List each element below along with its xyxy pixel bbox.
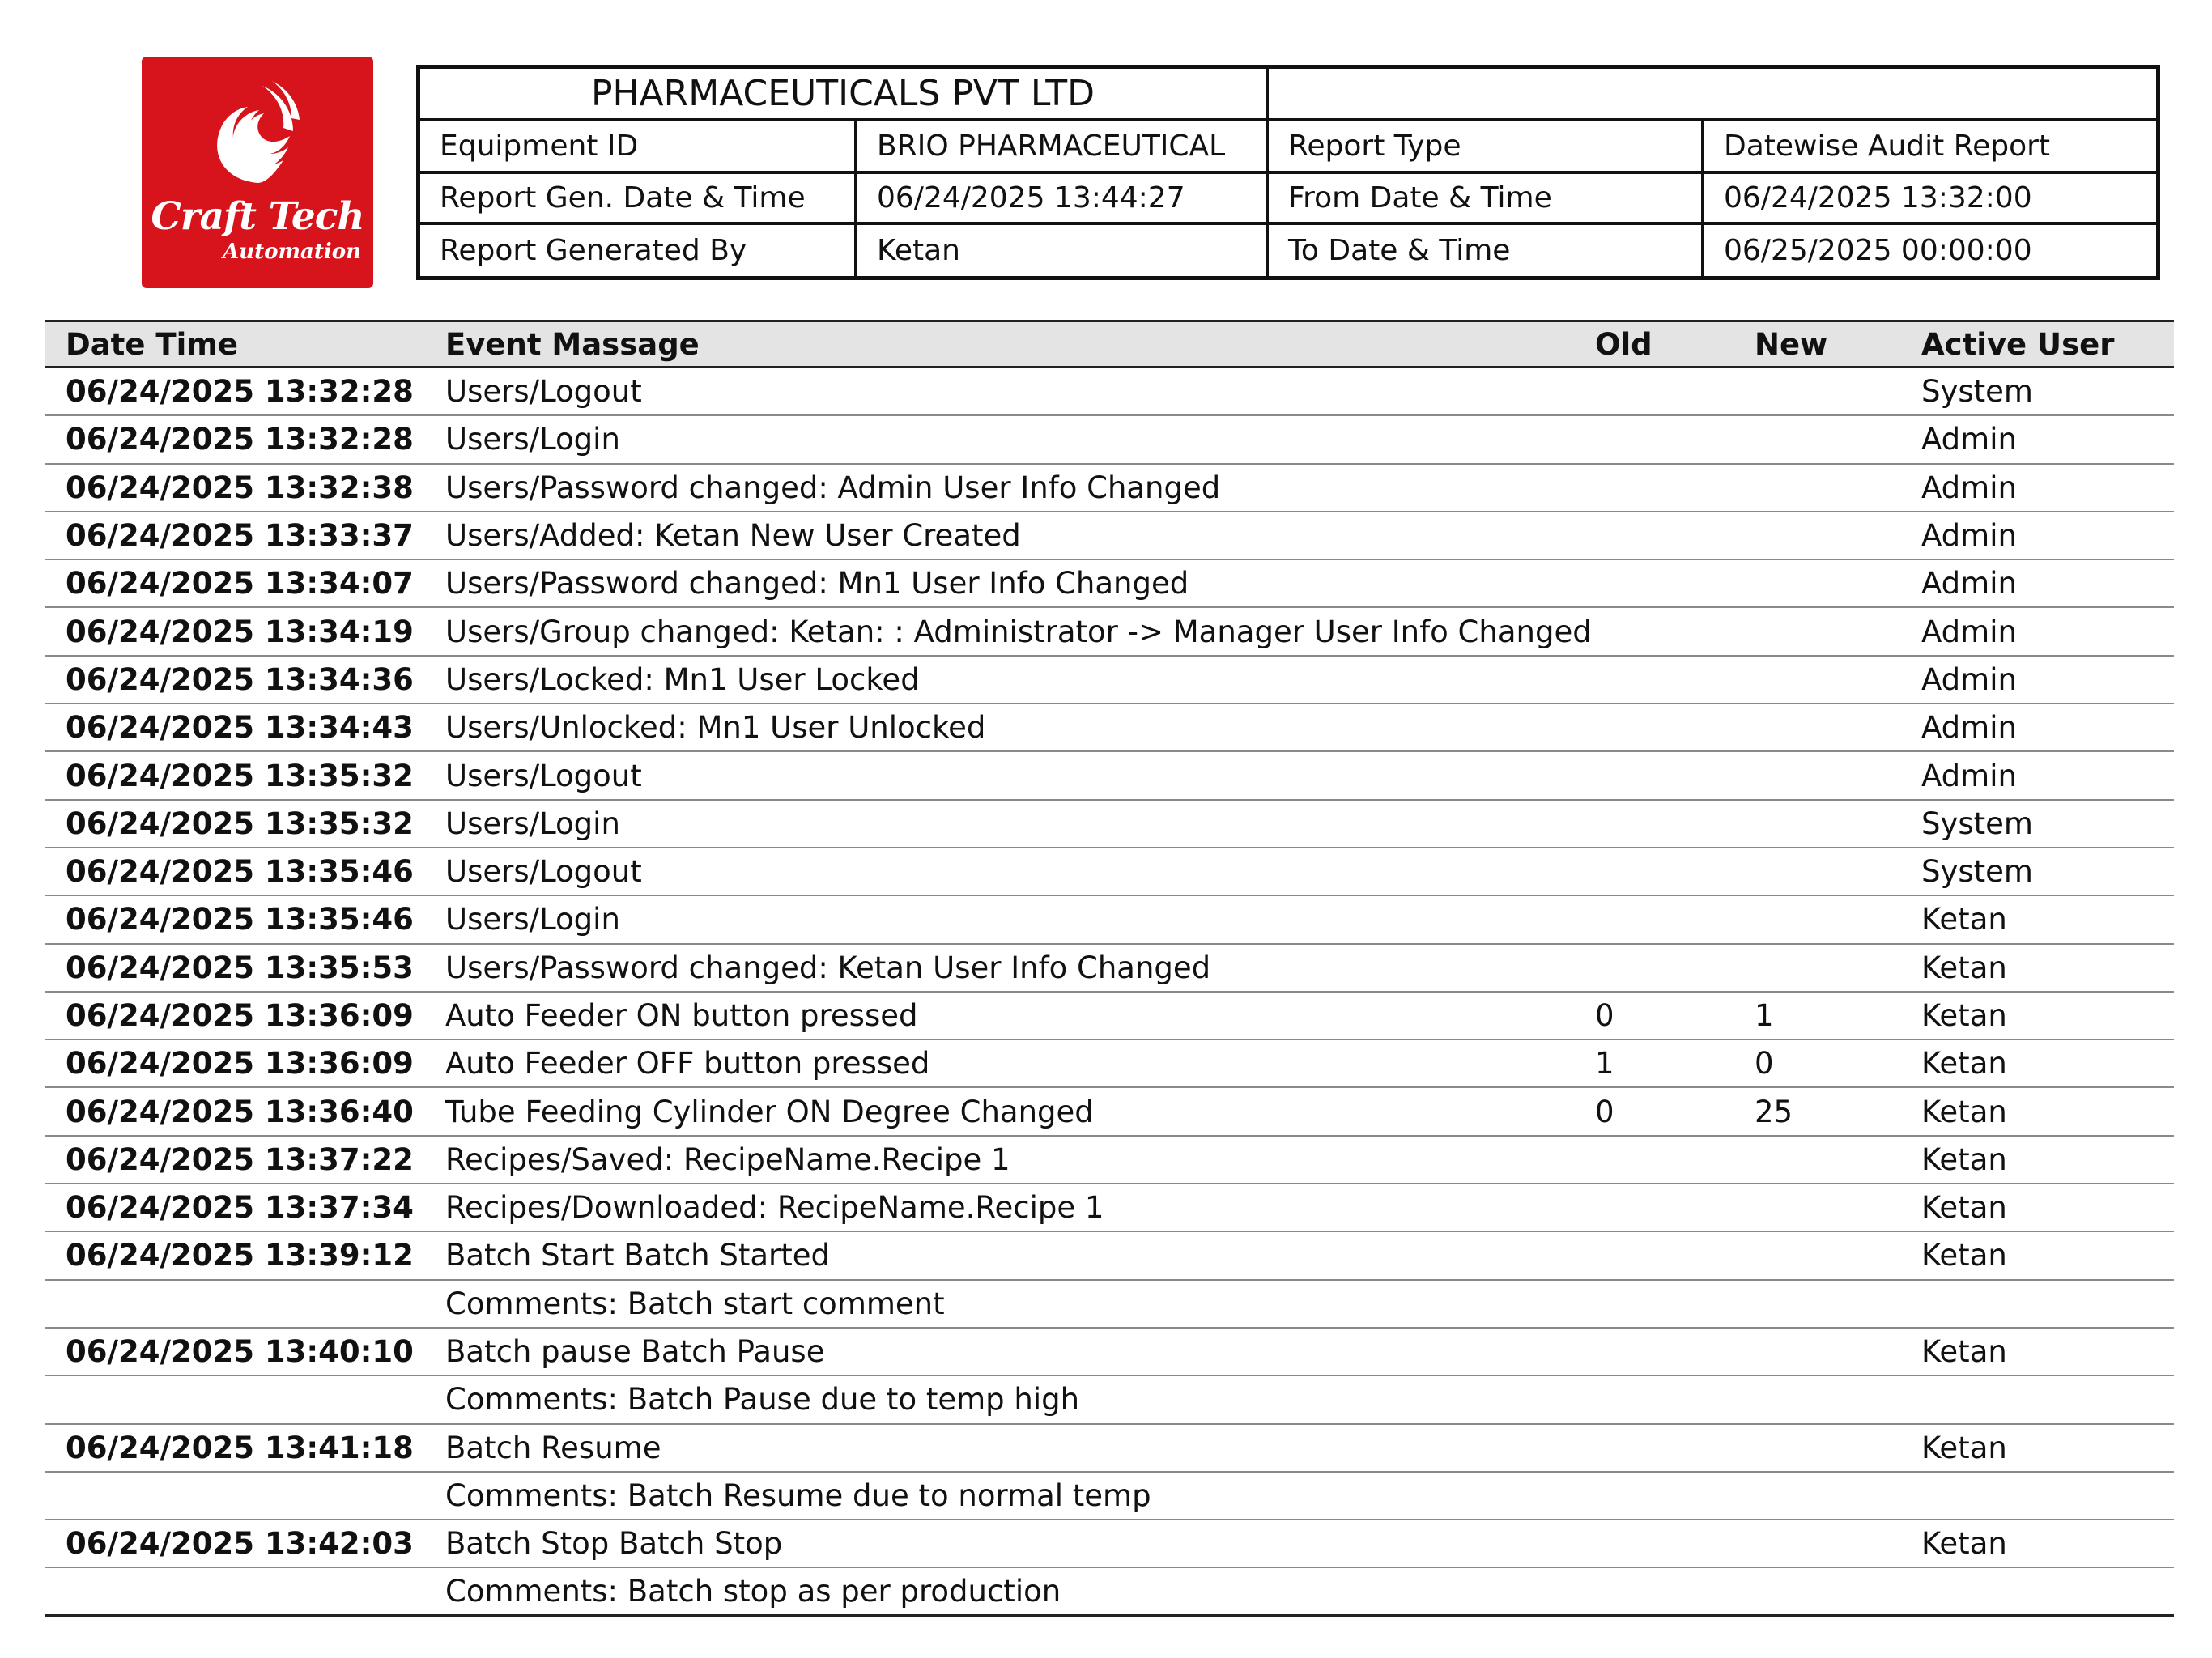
cell-date-time: 06/24/2025 13:37:22 <box>66 1141 414 1177</box>
cell-event: Users/Unlocked: Mn1 User Unlocked <box>445 710 986 746</box>
cell-event: Tube Feeding Cylinder ON Degree Changed <box>445 1094 1094 1129</box>
report-type-label: Report Type <box>1269 121 1704 171</box>
company-logo <box>142 57 373 288</box>
table-row <box>45 657 2174 704</box>
cell-event: Comments: Batch Resume due to normal temp <box>445 1477 1151 1513</box>
cell-event: Comments: Batch stop as per production <box>445 1574 1061 1609</box>
cell-old: 1 <box>1595 1046 1614 1082</box>
table-row <box>45 1473 2174 1520</box>
cell-date-time: 06/24/2025 13:32:28 <box>66 422 414 457</box>
cell-date-time: 06/24/2025 13:37:34 <box>66 1190 414 1226</box>
cell-date-time: 06/24/2025 13:35:32 <box>66 758 414 793</box>
cell-event: Users/Password changed: Mn1 User Info Changed <box>445 566 1189 602</box>
cell-active-user: Admin <box>1921 661 2017 697</box>
cell-active-user: Admin <box>1921 470 2017 505</box>
column-header-new: New <box>1755 326 1828 362</box>
from-date-value: 06/24/2025 13:32:00 <box>1724 181 2032 215</box>
cell-date-time: 06/24/2025 13:35:53 <box>66 950 414 985</box>
cell-active-user: Admin <box>1921 566 2017 602</box>
table-row <box>45 1520 2174 1568</box>
cell-date-time: 06/24/2025 13:41:18 <box>66 1430 414 1465</box>
cell-active-user: Ketan <box>1921 1526 2007 1562</box>
cell-date-time: 06/24/2025 13:36:09 <box>66 998 414 1033</box>
table-row <box>45 465 2174 512</box>
cell-date-time: 06/24/2025 13:34:36 <box>66 661 414 697</box>
cell-date-time: 06/24/2025 13:34:07 <box>66 566 414 602</box>
table-row <box>45 993 2174 1040</box>
cell-new: 1 <box>1755 998 1774 1033</box>
cell-new: 25 <box>1755 1094 1793 1129</box>
cell-event: Recipes/Saved: RecipeName.Recipe 1 <box>445 1141 1010 1177</box>
cell-event: Batch Resume <box>445 1430 661 1465</box>
cell-event: Users/Locked: Mn1 User Locked <box>445 661 920 697</box>
cell-active-user: Ketan <box>1921 1141 2007 1177</box>
cell-active-user: Ketan <box>1921 998 2007 1033</box>
cell-active-user: Admin <box>1921 758 2017 793</box>
cell-event: Auto Feeder OFF button pressed <box>445 1046 930 1082</box>
table-row <box>45 1376 2174 1424</box>
header-row-generated-by <box>420 225 2156 276</box>
cell-old: 0 <box>1595 1094 1614 1129</box>
cell-date-time: 06/24/2025 13:35:46 <box>66 854 414 890</box>
cell-date-time: 06/24/2025 13:32:38 <box>66 470 414 505</box>
company-name: PHARMACEUTICALS PVT LTD <box>420 69 1269 118</box>
cell-active-user: System <box>1921 806 2033 841</box>
report-gen-label: Report Gen. Date & Time <box>420 174 857 222</box>
cell-new: 0 <box>1755 1046 1774 1082</box>
cell-event: Users/Login <box>445 806 620 841</box>
cell-active-user: Ketan <box>1921 950 2007 985</box>
table-row <box>45 945 2174 993</box>
table-row <box>45 608 2174 656</box>
table-row <box>45 512 2174 560</box>
cell-old: 0 <box>1595 998 1614 1033</box>
cell-date-time: 06/24/2025 13:34:43 <box>66 710 414 746</box>
table-row <box>45 1281 2174 1329</box>
cell-event: Users/Password changed: Ketan User Info Changed <box>445 950 1211 985</box>
audit-table <box>45 320 2174 1617</box>
cell-active-user: Admin <box>1921 614 2017 649</box>
cell-active-user: Admin <box>1921 422 2017 457</box>
cell-date-time: 06/24/2025 13:36:40 <box>66 1094 414 1129</box>
from-date-label: From Date & Time <box>1269 174 1704 222</box>
cell-active-user: Ketan <box>1921 902 2007 937</box>
cell-date-time: 06/24/2025 13:39:12 <box>66 1238 414 1273</box>
column-header-event: Event Massage <box>445 326 700 362</box>
cell-date-time: 06/24/2025 13:35:32 <box>66 806 414 841</box>
cell-active-user: Admin <box>1921 518 2017 554</box>
table-row <box>45 1137 2174 1184</box>
audit-table-header <box>45 320 2174 368</box>
cell-active-user: Ketan <box>1921 1334 2007 1370</box>
cell-event: Comments: Batch start comment <box>445 1286 945 1321</box>
table-row <box>45 560 2174 608</box>
cell-event: Users/Password changed: Admin User Info Changed <box>445 470 1221 505</box>
generated-by-value: Ketan <box>857 225 1269 276</box>
table-row <box>45 1425 2174 1473</box>
cell-event: Users/Login <box>445 902 620 937</box>
swirl-logo-icon <box>209 79 306 185</box>
table-row <box>45 1088 2174 1136</box>
column-header-old: Old <box>1595 326 1653 362</box>
table-row <box>45 848 2174 896</box>
table-row <box>45 416 2174 464</box>
to-date-value: 06/25/2025 00:00:00 <box>1724 233 2032 267</box>
header-row-equipment <box>420 121 2156 174</box>
cell-event: Comments: Batch Pause due to temp high <box>445 1382 1080 1418</box>
cell-active-user: Ketan <box>1921 1190 2007 1226</box>
table-row <box>45 1232 2174 1280</box>
table-row <box>45 801 2174 848</box>
table-row <box>45 1568 2174 1616</box>
cell-event: Batch pause Batch Pause <box>445 1334 825 1370</box>
cell-event: Auto Feeder ON button pressed <box>445 998 918 1033</box>
cell-event: Users/Group changed: Ketan: : Administrator -> Manager User Info Changed <box>445 614 1592 649</box>
equipment-id-label: Equipment ID <box>420 121 857 171</box>
cell-event: Users/Logout <box>445 758 642 793</box>
cell-date-time: 06/24/2025 13:33:37 <box>66 518 414 554</box>
cell-active-user: Ketan <box>1921 1238 2007 1273</box>
cell-event: Batch Stop Batch Stop <box>445 1526 783 1562</box>
table-row <box>45 704 2174 752</box>
logo-name: Craft Tech <box>151 194 364 239</box>
table-row <box>45 752 2174 800</box>
report-gen-value: 06/24/2025 13:44:27 <box>857 174 1269 222</box>
table-row <box>45 1329 2174 1376</box>
cell-event: Users/Added: Ketan New User Created <box>445 518 1021 554</box>
cell-date-time: 06/24/2025 13:40:10 <box>66 1334 414 1370</box>
report-header-table <box>416 65 2160 280</box>
cell-date-time: 06/24/2025 13:42:03 <box>66 1526 414 1562</box>
generated-by-label: Report Generated By <box>420 225 857 276</box>
cell-event: Users/Login <box>445 422 620 457</box>
cell-active-user: Ketan <box>1921 1094 2007 1129</box>
column-header-date-time: Date Time <box>66 326 238 362</box>
cell-event: Batch Start Batch Started <box>445 1238 831 1273</box>
audit-table-body <box>45 368 2174 1617</box>
table-row <box>45 368 2174 416</box>
cell-date-time: 06/24/2025 13:34:19 <box>66 614 414 649</box>
header-row-company <box>420 69 2156 121</box>
table-row <box>45 896 2174 944</box>
to-date-label: To Date & Time <box>1269 225 1704 276</box>
header-row-gen-date <box>420 174 2156 225</box>
cell-active-user: System <box>1921 854 2033 890</box>
cell-active-user: Admin <box>1921 710 2017 746</box>
cell-event: Users/Logout <box>445 374 642 410</box>
table-row <box>45 1040 2174 1088</box>
cell-active-user: Ketan <box>1921 1430 2007 1465</box>
logo-subtitle: Automation <box>223 240 361 264</box>
cell-date-time: 06/24/2025 13:35:46 <box>66 902 414 937</box>
cell-date-time: 06/24/2025 13:32:28 <box>66 374 414 410</box>
equipment-id-value: BRIO PHARMACEUTICAL <box>857 121 1269 171</box>
cell-active-user: Ketan <box>1921 1046 2007 1082</box>
cell-event: Recipes/Downloaded: RecipeName.Recipe 1 <box>445 1190 1104 1226</box>
cell-date-time: 06/24/2025 13:36:09 <box>66 1046 414 1082</box>
table-row <box>45 1184 2174 1232</box>
header-blank-cell <box>1269 69 2156 118</box>
cell-active-user: System <box>1921 374 2033 410</box>
cell-event: Users/Logout <box>445 854 642 890</box>
column-header-active-user: Active User <box>1921 326 2115 362</box>
report-type-value: Datewise Audit Report <box>1724 129 2051 163</box>
